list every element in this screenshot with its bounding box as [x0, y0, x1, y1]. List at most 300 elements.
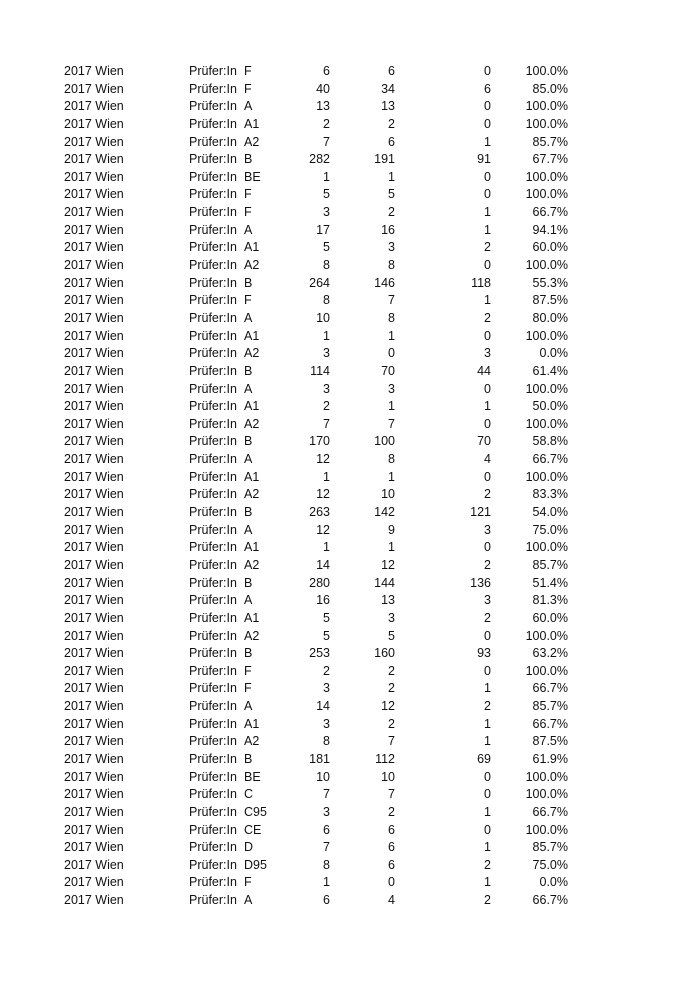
license-class-cell: A1 — [244, 610, 260, 625]
year-region-cell: 2017 Wien — [64, 804, 124, 819]
year-region-cell: 2017 Wien — [64, 187, 124, 202]
pass-rate-cell: 83.3% — [532, 487, 568, 502]
failed-count-cell: 1 — [484, 205, 491, 220]
pass-rate-cell: 66.7% — [532, 893, 568, 908]
passed-count-cell: 10 — [381, 769, 395, 784]
pass-rate-cell: 66.7% — [532, 452, 568, 467]
total-count-cell: 7 — [323, 416, 330, 431]
year-region-cell: 2017 Wien — [64, 505, 124, 520]
examiner-cell: Prüfer:In — [189, 893, 237, 908]
passed-count-cell: 2 — [388, 116, 395, 131]
examiner-cell: Prüfer:In — [189, 734, 237, 749]
examiner-cell: Prüfer:In — [189, 699, 237, 714]
examiner-cell: Prüfer:In — [189, 751, 237, 766]
passed-count-cell: 1 — [388, 169, 395, 184]
failed-count-cell: 2 — [484, 857, 491, 872]
license-class-cell: F — [244, 875, 252, 890]
examiner-cell: Prüfer:In — [189, 681, 237, 696]
pass-rate-cell: 85.7% — [532, 699, 568, 714]
failed-count-cell: 2 — [484, 240, 491, 255]
license-class-cell: F — [244, 663, 252, 678]
license-class-cell: A2 — [244, 557, 260, 572]
table-row — [0, 628, 700, 646]
year-region-cell: 2017 Wien — [64, 99, 124, 114]
license-class-cell: F — [244, 681, 252, 696]
pass-rate-cell: 80.0% — [532, 310, 568, 325]
year-region-cell: 2017 Wien — [64, 822, 124, 837]
license-class-cell: A1 — [244, 328, 260, 343]
pass-rate-cell: 100.0% — [525, 628, 568, 643]
pass-rate-cell: 66.7% — [532, 205, 568, 220]
examiner-cell: Prüfer:In — [189, 258, 237, 273]
pass-rate-cell: 67.7% — [532, 152, 568, 167]
year-region-cell: 2017 Wien — [64, 169, 124, 184]
license-class-cell: A1 — [244, 540, 260, 555]
pass-rate-cell: 100.0% — [525, 787, 568, 802]
examiner-cell: Prüfer:In — [189, 346, 237, 361]
license-class-cell: BE — [244, 169, 261, 184]
passed-count-cell: 160 — [374, 646, 395, 661]
year-region-cell: 2017 Wien — [64, 893, 124, 908]
year-region-cell: 2017 Wien — [64, 346, 124, 361]
passed-count-cell: 0 — [388, 875, 395, 890]
table-row — [0, 839, 700, 857]
passed-count-cell: 10 — [381, 487, 395, 502]
pass-rate-cell: 100.0% — [525, 328, 568, 343]
table-row — [0, 892, 700, 910]
passed-count-cell: 1 — [388, 328, 395, 343]
year-region-cell: 2017 Wien — [64, 452, 124, 467]
table-row — [0, 222, 700, 240]
failed-count-cell: 1 — [484, 804, 491, 819]
year-region-cell: 2017 Wien — [64, 258, 124, 273]
table-row — [0, 310, 700, 328]
total-count-cell: 7 — [323, 134, 330, 149]
total-count-cell: 170 — [309, 434, 330, 449]
year-region-cell: 2017 Wien — [64, 699, 124, 714]
year-region-cell: 2017 Wien — [64, 787, 124, 802]
passed-count-cell: 1 — [388, 540, 395, 555]
table-row — [0, 857, 700, 875]
passed-count-cell: 6 — [388, 134, 395, 149]
failed-count-cell: 0 — [484, 64, 491, 78]
pass-rate-cell: 100.0% — [525, 64, 568, 78]
total-count-cell: 3 — [323, 381, 330, 396]
year-region-cell: 2017 Wien — [64, 575, 124, 590]
license-class-cell: F — [244, 187, 252, 202]
examiner-cell: Prüfer:In — [189, 593, 237, 608]
failed-count-cell: 3 — [484, 346, 491, 361]
license-class-cell: B — [244, 275, 253, 290]
passed-count-cell: 9 — [388, 522, 395, 537]
year-region-cell: 2017 Wien — [64, 381, 124, 396]
pass-rate-cell: 0.0% — [539, 875, 568, 890]
pass-rate-cell: 66.7% — [532, 681, 568, 696]
total-count-cell: 8 — [323, 734, 330, 749]
passed-count-cell: 5 — [388, 628, 395, 643]
year-region-cell: 2017 Wien — [64, 275, 124, 290]
failed-count-cell: 1 — [484, 134, 491, 149]
total-count-cell: 12 — [316, 452, 330, 467]
total-count-cell: 181 — [309, 751, 330, 766]
examiner-cell: Prüfer:In — [189, 575, 237, 590]
license-class-cell: C — [244, 787, 254, 802]
examiner-cell: Prüfer:In — [189, 610, 237, 625]
license-class-cell: A — [244, 522, 253, 537]
table-row — [0, 328, 700, 346]
examiner-cell: Prüfer:In — [189, 134, 237, 149]
year-region-cell: 2017 Wien — [64, 222, 124, 237]
examiner-cell: Prüfer:In — [189, 522, 237, 537]
license-class-cell: F — [244, 64, 252, 78]
failed-count-cell: 0 — [484, 469, 491, 484]
passed-count-cell: 1 — [388, 399, 395, 414]
failed-count-cell: 118 — [471, 275, 491, 290]
year-region-cell: 2017 Wien — [64, 134, 124, 149]
license-class-cell: A — [244, 593, 253, 608]
total-count-cell: 264 — [309, 275, 330, 290]
year-region-cell: 2017 Wien — [64, 681, 124, 696]
pass-rate-cell: 85.7% — [532, 840, 568, 855]
failed-count-cell: 3 — [484, 522, 491, 537]
pass-rate-cell: 100.0% — [525, 116, 568, 131]
table-row — [0, 204, 700, 222]
license-class-cell: A — [244, 222, 253, 237]
pass-rate-cell: 87.5% — [532, 734, 568, 749]
failed-count-cell: 2 — [484, 610, 491, 625]
passed-count-cell: 191 — [374, 152, 395, 167]
license-class-cell: B — [244, 646, 253, 661]
pass-rate-cell: 75.0% — [532, 857, 568, 872]
total-count-cell: 1 — [323, 169, 330, 184]
license-class-cell: B — [244, 363, 253, 378]
examiner-cell: Prüfer:In — [189, 381, 237, 396]
table-row — [0, 433, 700, 451]
total-count-cell: 14 — [316, 557, 330, 572]
year-region-cell: 2017 Wien — [64, 716, 124, 731]
examiner-cell: Prüfer:In — [189, 81, 237, 96]
failed-count-cell: 0 — [484, 787, 491, 802]
year-region-cell: 2017 Wien — [64, 557, 124, 572]
pass-rate-cell: 100.0% — [525, 416, 568, 431]
year-region-cell: 2017 Wien — [64, 64, 124, 78]
pass-rate-cell: 100.0% — [525, 169, 568, 184]
license-class-cell: D — [244, 840, 254, 855]
total-count-cell: 16 — [316, 593, 330, 608]
passed-count-cell: 4 — [388, 893, 395, 908]
year-region-cell: 2017 Wien — [64, 399, 124, 414]
license-class-cell: C95 — [244, 804, 267, 819]
pass-rate-cell: 60.0% — [532, 610, 568, 625]
examiner-cell: Prüfer:In — [189, 769, 237, 784]
pass-rate-cell: 100.0% — [525, 540, 568, 555]
year-region-cell: 2017 Wien — [64, 663, 124, 678]
passed-count-cell: 2 — [388, 663, 395, 678]
failed-count-cell: 2 — [484, 487, 491, 502]
table-row — [0, 804, 700, 822]
passed-count-cell: 7 — [388, 416, 395, 431]
failed-count-cell: 0 — [484, 769, 491, 784]
failed-count-cell: 69 — [477, 751, 491, 766]
pass-rate-cell: 75.0% — [532, 522, 568, 537]
pass-rate-cell: 51.4% — [532, 575, 568, 590]
pass-rate-cell: 85.7% — [532, 557, 568, 572]
passed-count-cell: 0 — [388, 346, 395, 361]
total-count-cell: 8 — [323, 857, 330, 872]
passed-count-cell: 6 — [388, 857, 395, 872]
table-row — [0, 522, 700, 540]
pass-rate-cell: 85.0% — [532, 81, 568, 96]
year-region-cell: 2017 Wien — [64, 857, 124, 872]
total-count-cell: 5 — [323, 610, 330, 625]
failed-count-cell: 0 — [484, 169, 491, 184]
pass-rate-cell: 61.4% — [532, 363, 568, 378]
passed-count-cell: 146 — [374, 275, 395, 290]
license-class-cell: A2 — [244, 346, 260, 361]
examiner-cell: Prüfer:In — [189, 363, 237, 378]
total-count-cell: 114 — [310, 363, 330, 378]
license-class-cell: B — [244, 505, 253, 520]
pass-rate-cell: 66.7% — [532, 804, 568, 819]
table-row — [0, 610, 700, 628]
license-class-cell: A2 — [244, 628, 260, 643]
table-row — [0, 874, 700, 892]
total-count-cell: 10 — [316, 310, 330, 325]
failed-count-cell: 0 — [484, 99, 491, 114]
table-row — [0, 398, 700, 416]
total-count-cell: 253 — [309, 646, 330, 661]
examiner-cell: Prüfer:In — [189, 663, 237, 678]
table-row — [0, 416, 700, 434]
pass-rate-cell: 0.0% — [539, 346, 568, 361]
total-count-cell: 6 — [323, 64, 330, 78]
passed-count-cell: 6 — [388, 64, 395, 78]
table-row — [0, 822, 700, 840]
total-count-cell: 12 — [316, 487, 330, 502]
pass-rate-cell: 100.0% — [525, 99, 568, 114]
examiner-cell: Prüfer:In — [189, 557, 237, 572]
passed-count-cell: 1 — [388, 469, 395, 484]
total-count-cell: 5 — [323, 628, 330, 643]
table-row — [0, 716, 700, 734]
total-count-cell: 2 — [323, 116, 330, 131]
table-row — [0, 134, 700, 152]
total-count-cell: 282 — [309, 152, 330, 167]
examiner-cell: Prüfer:In — [189, 804, 237, 819]
total-count-cell: 1 — [323, 875, 330, 890]
passed-count-cell: 12 — [381, 557, 395, 572]
pass-rate-cell: 100.0% — [525, 258, 568, 273]
table-row — [0, 539, 700, 557]
pass-rate-cell: 61.9% — [532, 751, 568, 766]
failed-count-cell: 0 — [484, 663, 491, 678]
data-table — [0, 63, 700, 910]
failed-count-cell: 1 — [484, 840, 491, 855]
license-class-cell: A — [244, 893, 253, 908]
year-region-cell: 2017 Wien — [64, 610, 124, 625]
passed-count-cell: 70 — [381, 363, 395, 378]
year-region-cell: 2017 Wien — [64, 116, 124, 131]
passed-count-cell: 3 — [388, 381, 395, 396]
pass-rate-cell: 100.0% — [525, 187, 568, 202]
total-count-cell: 8 — [323, 293, 330, 308]
examiner-cell: Prüfer:In — [189, 505, 237, 520]
passed-count-cell: 7 — [388, 787, 395, 802]
table-row — [0, 98, 700, 116]
pass-rate-cell: 94.1% — [532, 222, 568, 237]
license-class-cell: A1 — [244, 240, 260, 255]
table-row — [0, 345, 700, 363]
pass-rate-cell: 100.0% — [525, 381, 568, 396]
examiner-cell: Prüfer:In — [189, 310, 237, 325]
license-class-cell: B — [244, 152, 253, 167]
failed-count-cell: 1 — [484, 716, 491, 731]
year-region-cell: 2017 Wien — [64, 469, 124, 484]
year-region-cell: 2017 Wien — [64, 734, 124, 749]
license-class-cell: A — [244, 699, 253, 714]
passed-count-cell: 7 — [388, 734, 395, 749]
pass-rate-cell: 87.5% — [532, 293, 568, 308]
total-count-cell: 6 — [323, 822, 330, 837]
total-count-cell: 8 — [323, 258, 330, 273]
total-count-cell: 13 — [316, 99, 330, 114]
license-class-cell: B — [244, 434, 253, 449]
table-row — [0, 592, 700, 610]
examiner-cell: Prüfer:In — [189, 857, 237, 872]
table-row — [0, 151, 700, 169]
failed-count-cell: 0 — [484, 628, 491, 643]
examiner-cell: Prüfer:In — [189, 434, 237, 449]
examiner-cell: Prüfer:In — [189, 399, 237, 414]
table-row — [0, 575, 700, 593]
pass-rate-cell: 81.3% — [532, 593, 568, 608]
year-region-cell: 2017 Wien — [64, 646, 124, 661]
examiner-cell: Prüfer:In — [189, 646, 237, 661]
failed-count-cell: 136 — [470, 575, 491, 590]
examiner-cell: Prüfer:In — [189, 628, 237, 643]
total-count-cell: 1 — [323, 540, 330, 555]
examiner-cell: Prüfer:In — [189, 222, 237, 237]
passed-count-cell: 6 — [388, 822, 395, 837]
failed-count-cell: 0 — [484, 258, 491, 273]
passed-count-cell: 112 — [375, 751, 395, 766]
year-region-cell: 2017 Wien — [64, 416, 124, 431]
failed-count-cell: 0 — [484, 187, 491, 202]
examiner-cell: Prüfer:In — [189, 787, 237, 802]
table-row — [0, 486, 700, 504]
pass-rate-cell: 58.8% — [532, 434, 568, 449]
total-count-cell: 3 — [323, 804, 330, 819]
passed-count-cell: 144 — [374, 575, 395, 590]
table-row — [0, 786, 700, 804]
table-row — [0, 239, 700, 257]
license-class-cell: A1 — [244, 469, 260, 484]
license-class-cell: F — [244, 293, 252, 308]
pass-rate-cell: 50.0% — [532, 399, 568, 414]
passed-count-cell: 6 — [388, 840, 395, 855]
passed-count-cell: 12 — [381, 699, 395, 714]
failed-count-cell: 3 — [484, 593, 491, 608]
table-row — [0, 751, 700, 769]
year-region-cell: 2017 Wien — [64, 751, 124, 766]
passed-count-cell: 2 — [388, 681, 395, 696]
failed-count-cell: 2 — [484, 699, 491, 714]
failed-count-cell: 0 — [484, 540, 491, 555]
examiner-cell: Prüfer:In — [189, 205, 237, 220]
failed-count-cell: 0 — [484, 822, 491, 837]
year-region-cell: 2017 Wien — [64, 875, 124, 890]
examiner-cell: Prüfer:In — [189, 452, 237, 467]
failed-count-cell: 1 — [484, 681, 491, 696]
examiner-cell: Prüfer:In — [189, 469, 237, 484]
year-region-cell: 2017 Wien — [64, 593, 124, 608]
total-count-cell: 14 — [316, 699, 330, 714]
table-row — [0, 186, 700, 204]
examiner-cell: Prüfer:In — [189, 716, 237, 731]
year-region-cell: 2017 Wien — [64, 487, 124, 502]
passed-count-cell: 100 — [374, 434, 395, 449]
examiner-cell: Prüfer:In — [189, 840, 237, 855]
table-row — [0, 451, 700, 469]
year-region-cell: 2017 Wien — [64, 293, 124, 308]
failed-count-cell: 70 — [477, 434, 491, 449]
passed-count-cell: 16 — [381, 222, 395, 237]
failed-count-cell: 2 — [484, 310, 491, 325]
table-row — [0, 275, 700, 293]
year-region-cell: 2017 Wien — [64, 152, 124, 167]
pass-rate-cell: 100.0% — [525, 663, 568, 678]
failed-count-cell: 44 — [477, 363, 491, 378]
license-class-cell: F — [244, 205, 252, 220]
failed-count-cell: 0 — [484, 381, 491, 396]
failed-count-cell: 93 — [477, 646, 491, 661]
year-region-cell: 2017 Wien — [64, 540, 124, 555]
examiner-cell: Prüfer:In — [189, 275, 237, 290]
table-row — [0, 381, 700, 399]
year-region-cell: 2017 Wien — [64, 522, 124, 537]
pass-rate-cell: 66.7% — [532, 716, 568, 731]
year-region-cell: 2017 Wien — [64, 434, 124, 449]
pass-rate-cell: 85.7% — [532, 134, 568, 149]
examiner-cell: Prüfer:In — [189, 99, 237, 114]
passed-count-cell: 142 — [374, 505, 395, 520]
license-class-cell: A2 — [244, 487, 260, 502]
license-class-cell: A1 — [244, 716, 260, 731]
total-count-cell: 40 — [316, 81, 330, 96]
table-row — [0, 292, 700, 310]
table-row — [0, 81, 700, 99]
year-region-cell: 2017 Wien — [64, 240, 124, 255]
passed-count-cell: 34 — [381, 81, 395, 96]
examiner-cell: Prüfer:In — [189, 240, 237, 255]
year-region-cell: 2017 Wien — [64, 310, 124, 325]
pass-rate-cell: 63.2% — [532, 646, 568, 661]
total-count-cell: 6 — [323, 893, 330, 908]
total-count-cell: 7 — [323, 840, 330, 855]
examiner-cell: Prüfer:In — [189, 169, 237, 184]
failed-count-cell: 4 — [484, 452, 491, 467]
license-class-cell: A2 — [244, 134, 260, 149]
license-class-cell: D95 — [244, 857, 267, 872]
table-row — [0, 469, 700, 487]
passed-count-cell: 2 — [388, 205, 395, 220]
year-region-cell: 2017 Wien — [64, 328, 124, 343]
total-count-cell: 5 — [323, 240, 330, 255]
year-region-cell: 2017 Wien — [64, 81, 124, 96]
license-class-cell: CE — [244, 822, 262, 837]
license-class-cell: A — [244, 310, 253, 325]
license-class-cell: B — [244, 751, 253, 766]
